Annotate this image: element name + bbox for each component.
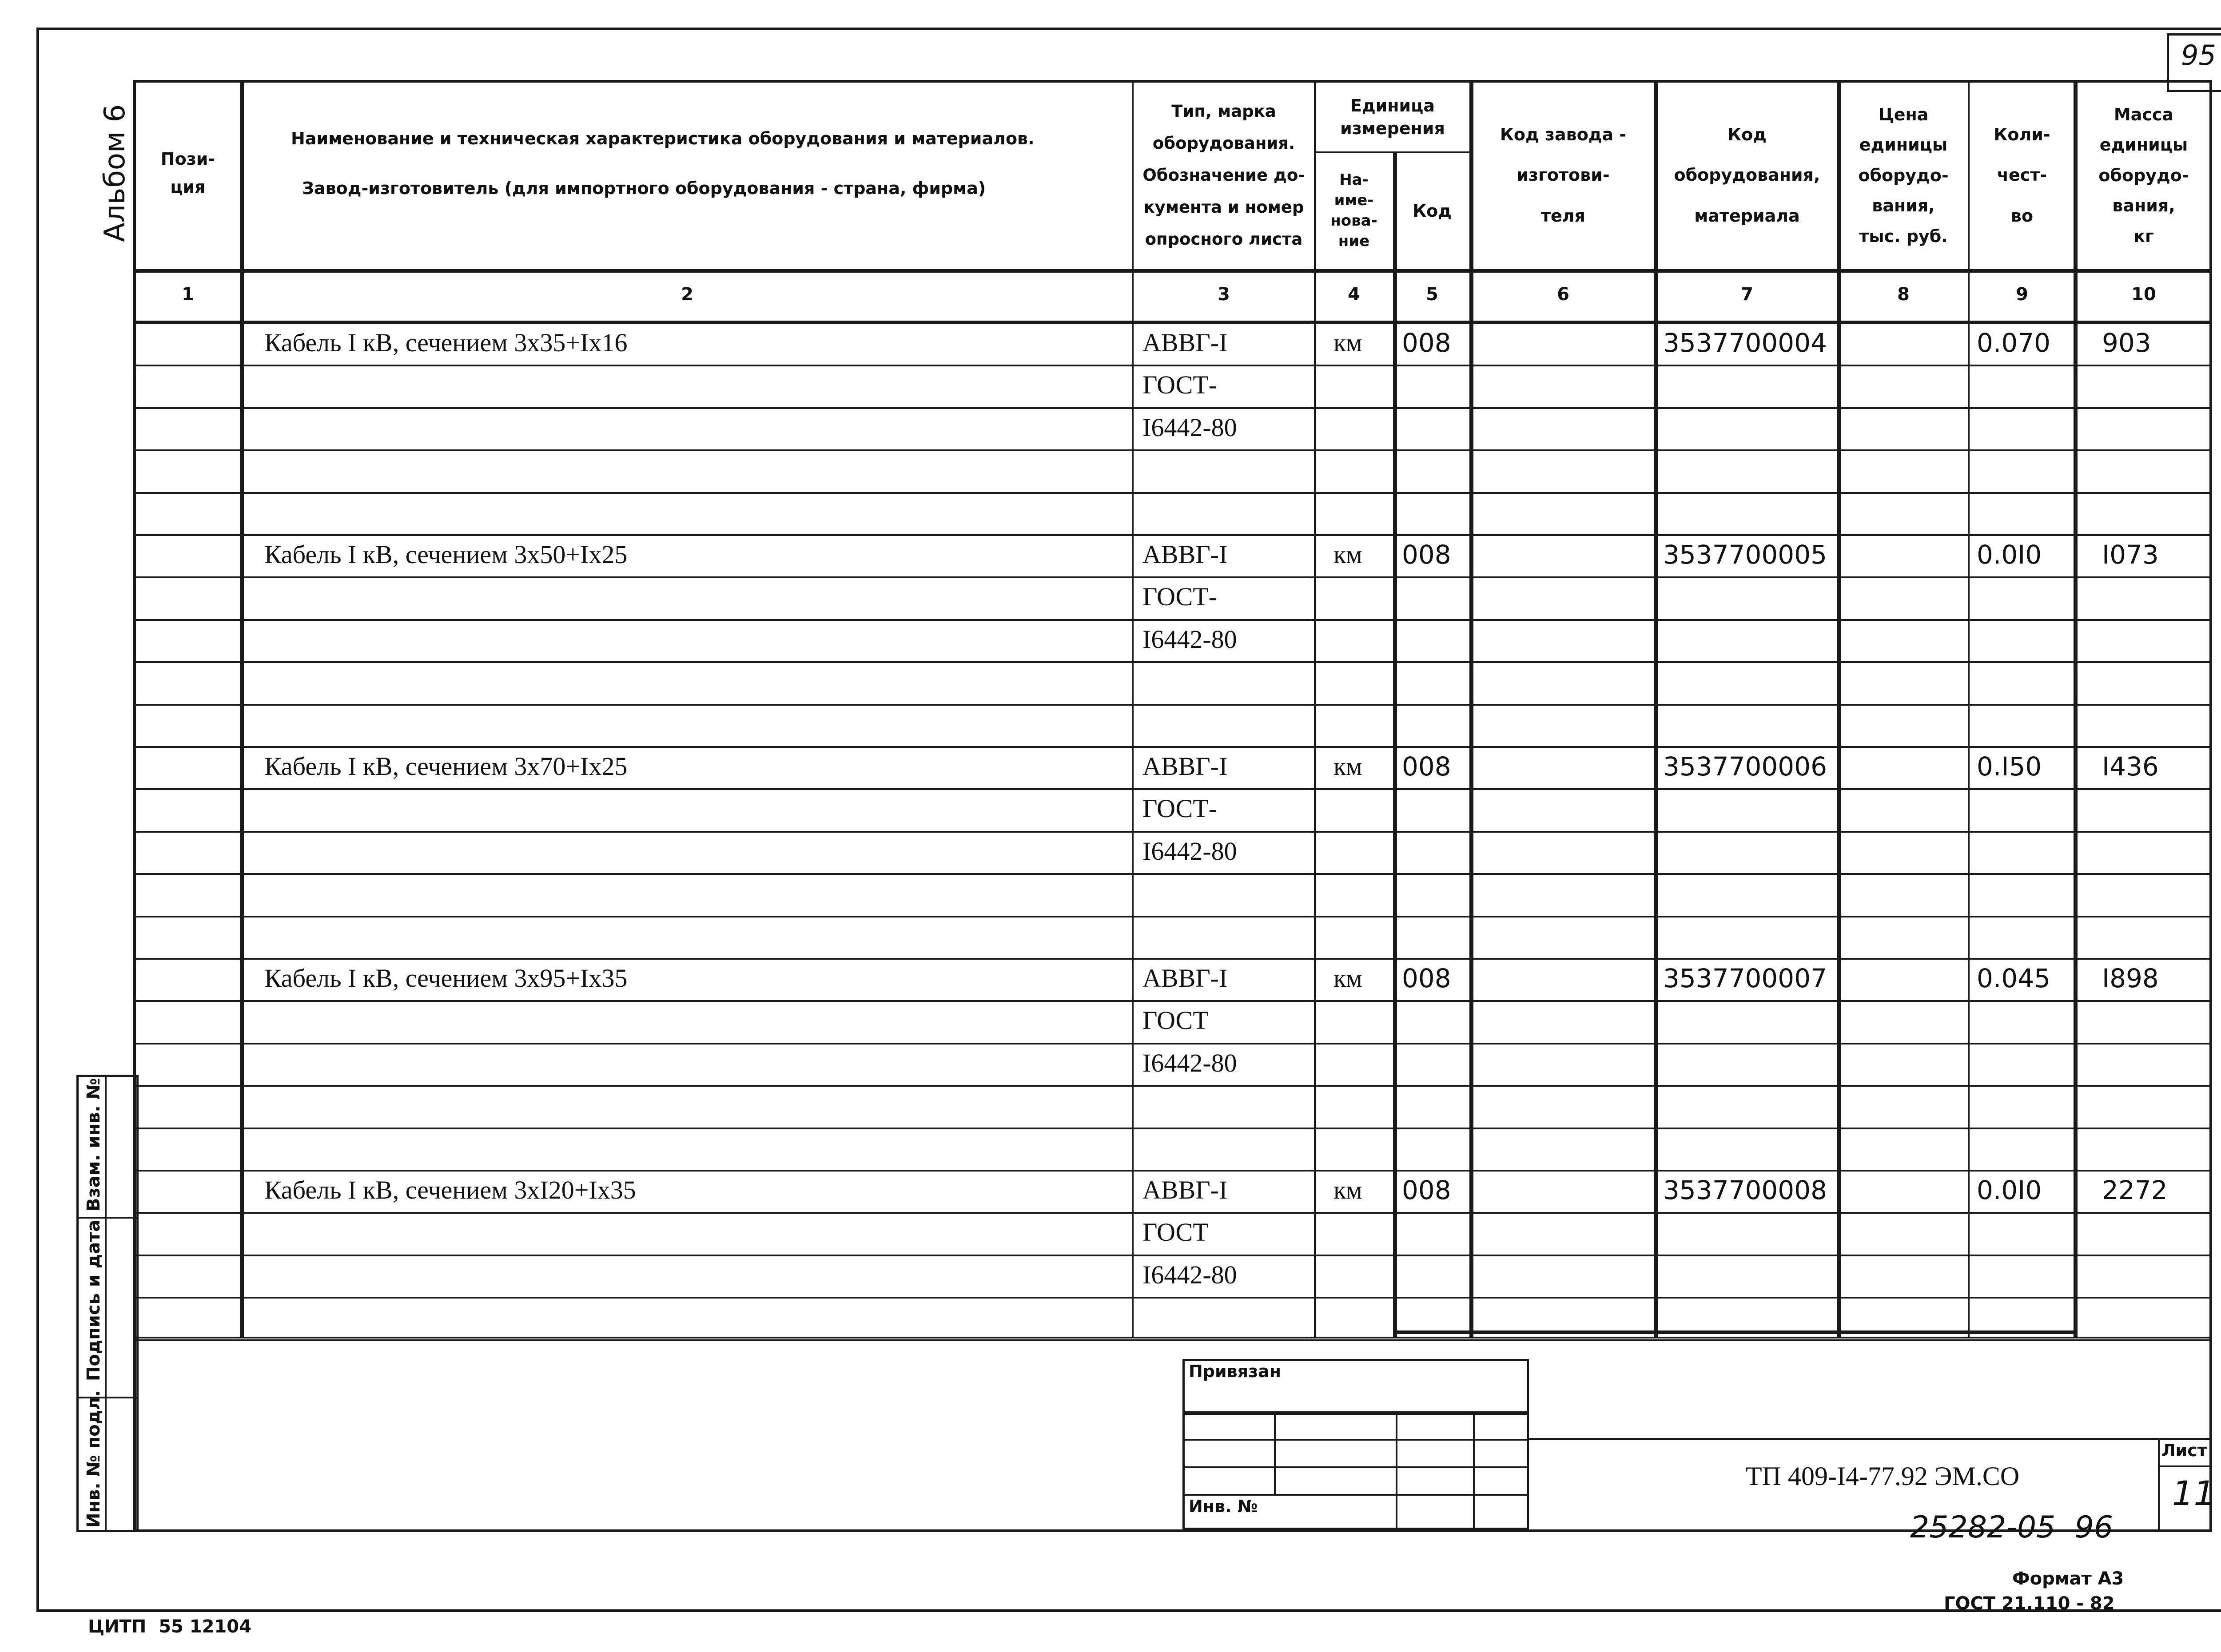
row-divider — [133, 576, 2212, 578]
header-factory-code: Код завода - изготови- теля — [1500, 125, 1627, 226]
item-equip-code: 3537700005 — [1663, 540, 1827, 570]
item-unit: км — [1333, 328, 1362, 357]
item-name: Кабель I кВ, сечением 3х95+Iх35 — [264, 964, 628, 993]
item-unit-code: 008 — [1402, 963, 1451, 993]
col-num-6: 6 — [1557, 284, 1569, 305]
header-unit-name: На- име- нова- ние — [1330, 171, 1377, 250]
item-name: Кабель I кВ, сечением 3х70+Iх25 — [264, 752, 628, 781]
item-quantity: 0.070 — [1977, 328, 2051, 358]
header-position: Пози- ция — [160, 149, 215, 197]
row-divider — [133, 746, 2212, 748]
row-divider — [133, 1297, 2212, 1299]
item-quantity: 0.I50 — [1977, 751, 2042, 782]
item-equip-code: 3537700006 — [1663, 751, 1827, 782]
row-divider — [133, 873, 2212, 875]
row-divider — [133, 1043, 2212, 1044]
item-equip-code: 3537700007 — [1663, 963, 1827, 993]
citp-label: ЦИТП 55 12104 — [88, 1616, 251, 1637]
col-num-3: 3 — [1218, 284, 1230, 305]
row-divider — [133, 1212, 2212, 1214]
row-divider — [133, 449, 2212, 451]
header-unit-code: Код — [1413, 201, 1452, 221]
item-unit-code: 008 — [1402, 751, 1451, 782]
gost-label: ГОСТ 21.110 - 82 — [1944, 1593, 2115, 1614]
col-num-9: 9 — [2016, 284, 2028, 305]
row-divider — [133, 365, 2212, 366]
item-name: Кабель I кВ, сечением 3х50+Iх25 — [264, 540, 628, 569]
inv-no-label: Инв. № — [1189, 1497, 1258, 1516]
item-type-num: I6442-80 — [1142, 837, 1237, 866]
item-quantity: 0.0I0 — [1977, 1175, 2042, 1205]
format-label: Формат А3 — [2012, 1569, 2124, 1589]
header-unit-group: Единица измерения — [1340, 95, 1445, 138]
col-num-8: 8 — [1897, 284, 1910, 305]
item-quantity: 0.045 — [1977, 963, 2051, 993]
header-name — [249, 84, 1128, 262]
row-divider — [133, 492, 2212, 494]
hand-number: 25282-05 96 — [1910, 1510, 2114, 1545]
header-name-line1: Наименование и техническая характеристика оборудования и материалов. — [291, 129, 1035, 148]
row-divider — [133, 958, 2212, 960]
header-type: Тип, марка оборудования. Обозначение до- кумента и номер опросного листа — [1142, 101, 1305, 249]
col-num-2: 2 — [681, 284, 693, 305]
row-divider — [133, 1000, 2212, 1002]
item-type-doc: ГОСТ- — [1142, 370, 1218, 399]
col-num-5: 5 — [1426, 284, 1438, 305]
privyazan-label: Привязан — [1189, 1362, 1282, 1381]
item-type: АВВГ-I — [1142, 328, 1228, 357]
col-num-7: 7 — [1741, 284, 1753, 305]
header-quantity: Коли- чест- во — [1994, 125, 2050, 226]
col-num-10: 10 — [2131, 284, 2156, 305]
list-label: Лист — [2161, 1441, 2207, 1460]
doc-code: ТП 409-I4-77.92 ЭМ.СО — [1746, 1461, 2020, 1491]
item-type: АВВГ-I — [1142, 1175, 1228, 1204]
item-unit: км — [1333, 1175, 1362, 1204]
page-number-hand: 95 — [2181, 39, 2216, 71]
header-equipment-code: Код оборудования, материала — [1674, 125, 1820, 226]
row-divider — [133, 1255, 2212, 1256]
item-mass: 903 — [2102, 328, 2151, 358]
item-type: АВВГ-I — [1142, 964, 1228, 993]
item-equip-code: 3537700008 — [1663, 1175, 1827, 1205]
item-unit: км — [1333, 540, 1362, 569]
row-divider — [133, 1085, 2212, 1087]
row-divider — [133, 788, 2212, 790]
row-divider — [133, 407, 2212, 409]
header-mass: Масса единицы оборудо- вания, кг — [2098, 105, 2189, 246]
row-divider — [133, 1128, 2212, 1129]
row-divider — [133, 619, 2212, 621]
item-equip-code: 3537700004 — [1663, 328, 1827, 358]
stamp-podpis: Подпись и дата — [84, 1219, 104, 1381]
item-quantity: 0.0I0 — [1977, 540, 2042, 570]
item-type-doc: ГОСТ- — [1142, 794, 1218, 823]
item-type-doc: ГОСТ- — [1142, 582, 1218, 611]
item-mass: I073 — [2102, 540, 2159, 570]
item-name: Кабель I кВ, сечением 3х35+Iх16 — [264, 328, 628, 357]
header-price: Цена единицы оборудо- вания, тыс. руб. — [1858, 105, 1949, 246]
item-type: АВВГ-I — [1142, 752, 1228, 781]
row-divider — [133, 661, 2212, 663]
album-label: Альбом 6 — [99, 104, 131, 242]
row-divider — [133, 534, 2212, 536]
row-divider — [133, 916, 2212, 917]
item-name: Кабель I кВ, сечением 3хI20+Iх35 — [264, 1175, 636, 1204]
item-mass: I436 — [2102, 751, 2159, 782]
item-type-num: I6442-80 — [1142, 625, 1237, 654]
stamp-inv: Инв. № подл. — [84, 1390, 104, 1528]
col-num-1: 1 — [182, 284, 194, 305]
item-unit-code: 008 — [1402, 1175, 1451, 1205]
col-num-4: 4 — [1348, 284, 1360, 305]
item-mass: I898 — [2102, 963, 2159, 993]
item-unit-code: 008 — [1402, 328, 1451, 358]
row-divider — [133, 831, 2212, 833]
header-name-line2: Завод-изготовитель (для импортного оборудования - страна, фирма) — [302, 179, 986, 198]
item-type-doc: ГОСТ — [1142, 1218, 1209, 1247]
item-type-num: I6442-80 — [1142, 1048, 1237, 1077]
row-divider — [133, 704, 2212, 706]
item-mass: 2272 — [2102, 1175, 2168, 1205]
item-unit: км — [1333, 752, 1362, 781]
item-type: АВВГ-I — [1142, 540, 1228, 569]
item-unit: км — [1333, 964, 1362, 993]
item-unit-code: 008 — [1402, 540, 1451, 570]
item-type-num: I6442-80 — [1142, 1260, 1237, 1289]
item-type-doc: ГОСТ — [1142, 1006, 1209, 1035]
row-divider — [133, 1339, 2212, 1341]
row-divider — [133, 1170, 2212, 1171]
stamp-vzam: Взам. инв. № — [84, 1078, 104, 1211]
list-number: 11 — [2172, 1473, 2215, 1513]
item-type-num: I6442-80 — [1142, 413, 1237, 442]
